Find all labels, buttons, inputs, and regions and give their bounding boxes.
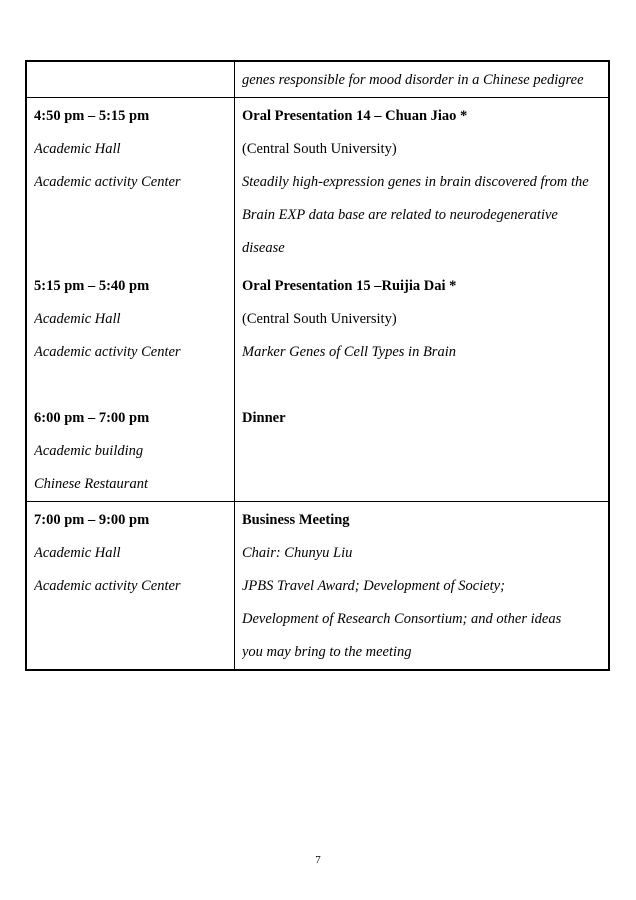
schedule-line: Business Meeting [242,512,350,528]
schedule-line: Oral Presentation 15 –Ruijia Dai * [242,278,457,294]
schedule-line: disease [242,240,285,256]
time-location-cell [27,268,235,400]
schedule-line: Oral Presentation 14 – Chuan Jiao * [242,108,468,124]
table-row [27,502,608,669]
schedule-line: genes responsible for mood disorder in a Chinese pedigree [242,72,584,88]
schedule-line: Chinese Restaurant [34,476,148,492]
session-details-cell [235,98,608,268]
schedule-line: Academic activity Center [34,174,181,190]
time-location-cell [27,98,235,268]
session-details-cell [235,268,608,400]
schedule-line: Chair: Chunyu Liu [242,545,353,561]
table-row [27,62,608,98]
schedule-line: 5:15 pm – 5:40 pm [34,278,150,294]
table-row [27,98,608,268]
table-row [27,268,608,400]
session-details-cell [235,400,608,501]
schedule-line: (Central South University) [242,311,397,327]
schedule-line: JPBS Travel Award; Development of Society; [242,578,505,594]
schedule-line: Dinner [242,410,286,426]
schedule-line: Academic activity Center [34,344,181,360]
session-details-cell [235,502,608,669]
schedule-line: 4:50 pm – 5:15 pm [34,108,150,124]
schedule-table [25,60,610,671]
schedule-line: Academic Hall [34,545,121,561]
schedule-line: Steadily high-expression genes in brain discovered from the [242,174,589,190]
time-location-cell [27,502,235,669]
schedule-line: Academic activity Center [34,578,181,594]
schedule-line: Academic building [34,443,144,459]
schedule-line: 6:00 pm – 7:00 pm [34,410,150,426]
schedule-line: Academic Hall [34,311,121,327]
page-number: 7 [315,854,321,866]
schedule-line: Academic Hall [34,141,121,157]
time-location-cell [27,400,235,501]
schedule-line: Marker Genes of Cell Types in Brain [242,344,456,360]
schedule-line: Brain EXP data base are related to neurodegenerative [242,207,558,223]
schedule-line: (Central South University) [242,141,397,157]
time-location-cell [27,62,235,97]
table-row [27,400,608,502]
schedule-line: you may bring to the meeting [242,644,412,660]
schedule-line: 7:00 pm – 9:00 pm [34,512,150,528]
schedule-line: Development of Research Consortium; and other ideas [242,611,562,627]
session-details-cell [235,62,608,97]
